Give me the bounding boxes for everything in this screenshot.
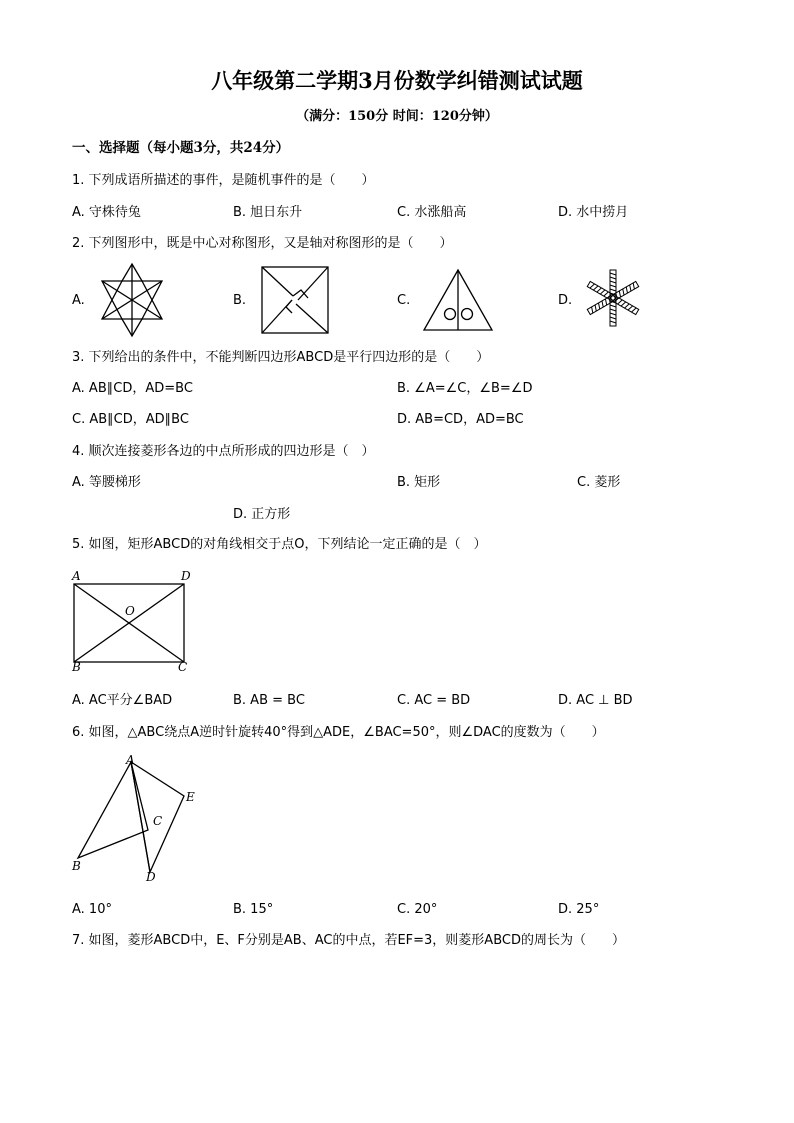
question-4-stem: 4. 顺次连接菱形各边的中点所形成的四边形是（ ） (72, 444, 375, 459)
question-1-option-a: A. 守株待兔 (72, 205, 141, 220)
question-1-option-b: B. 旭日东升 (233, 205, 303, 220)
question-5-stem: 5. 如图，矩形ABCD的对角线相交于点O，下列结论一定正确的是（ ） (72, 537, 487, 552)
question-3-option-a: A. AB∥CD，AD=BC (72, 381, 193, 396)
page-title: 八年级第二学期3月份数学纠错测试试题 (211, 68, 583, 93)
label-point-a: A (72, 569, 81, 583)
question-5-option-b: B. AB = BC (233, 693, 305, 708)
question-2-option-a: A. (72, 293, 85, 308)
question-1-option-d: D. 水中捞月 (558, 205, 629, 220)
question-3-option-b: B. ∠A=∠C，∠B=∠D (397, 381, 533, 396)
question-7-stem: 7. 如图，菱形ABCD中，E、F分别是AB、AC的中点，若EF=3，则菱形ABCD的周长为（ ） (72, 933, 625, 948)
question-4-option-b: B. 矩形 (397, 475, 441, 490)
question-4-option-c: C. 菱形 (577, 475, 621, 490)
label-point-c-2: C (153, 814, 163, 828)
figure-windmill (582, 268, 644, 328)
question-6-option-a: A. 10° (72, 902, 112, 917)
question-1-option-c: C. 水涨船高 (397, 205, 467, 220)
figure-hexagram-rhombi (96, 262, 168, 338)
label-point-d-2: D (146, 870, 156, 884)
question-5-option-c: C. AC = BD (397, 693, 471, 708)
section-heading: 一、选择题（每小题3分，共24分） (72, 140, 290, 156)
question-5-option-a: A. AC平分∠BAD (72, 693, 173, 708)
question-2-stem: 2. 下列图形中，既是中心对称图形，又是轴对称图形的是（ ） (72, 236, 453, 251)
question-4-option-a: A. 等腰梯形 (72, 475, 141, 490)
question-3-option-d: D. AB=CD，AD=BC (397, 412, 524, 427)
question-1-stem: 1. 下列成语所描述的事件，是随机事件的是（ ） (72, 173, 375, 188)
question-3-option-c: C. AB∥CD，AD∥BC (72, 412, 189, 427)
question-2-option-b: B. (233, 293, 247, 308)
label-point-c: C (178, 660, 188, 674)
question-6-option-c: C. 20° (397, 902, 438, 917)
label-point-d: D (181, 569, 191, 583)
question-6-option-d: D. 25° (558, 902, 600, 917)
label-point-o: O (125, 604, 135, 618)
label-point-b-2: B (72, 859, 81, 873)
figure-triangle-circles (422, 268, 494, 332)
question-2-option-c: C. (397, 293, 411, 308)
question-3-stem: 3. 下列给出的条件中，不能判断四边形ABCD是平行四边形的是（ ） (72, 350, 490, 365)
question-6-stem: 6. 如图，△ABC绕点A逆时针旋转40°得到△ADE，∠BAC=50°，则∠DAC的度数为（ ） (72, 725, 605, 740)
figure-rotated-triangles (66, 752, 202, 884)
page-subtitle: （满分：150分 时间：120分钟） (296, 109, 498, 124)
figure-square-pinwheel (260, 266, 330, 334)
figure-rectangle-abcd (66, 566, 196, 676)
label-point-b: B (72, 660, 81, 674)
question-4-option-d: D. 正方形 (233, 507, 291, 522)
question-2-option-d: D. (558, 293, 573, 308)
question-5-option-d: D. AC ⊥ BD (558, 693, 633, 708)
question-6-option-b: B. 15° (233, 902, 274, 917)
label-point-a-2: A (126, 753, 135, 767)
label-point-e: E (186, 790, 195, 804)
